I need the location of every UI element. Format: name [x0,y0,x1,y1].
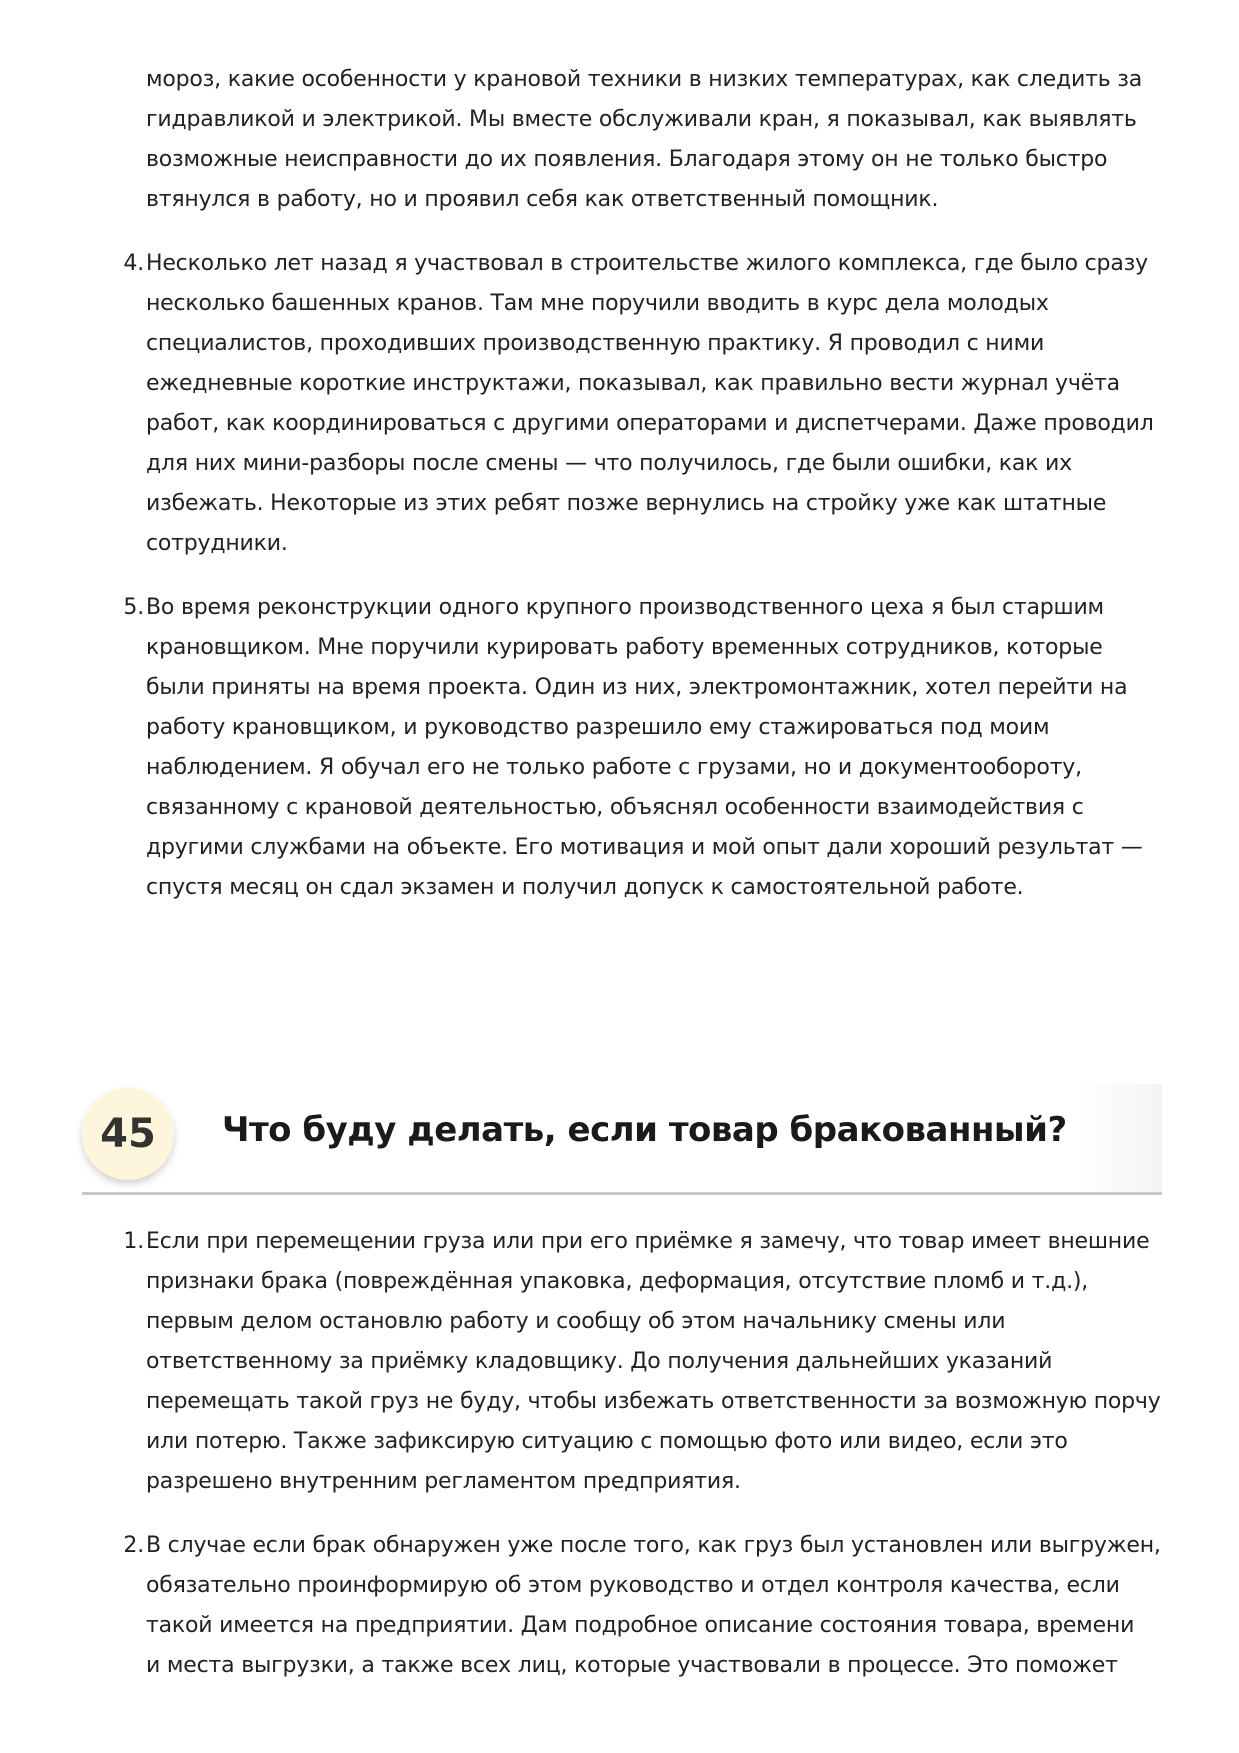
text-line: втянулся в работу, но и проявил себя как ответственный помощник. [146,187,939,212]
section-title: Что буду делать, если товар бракованный? [222,1110,1067,1150]
section-header [82,1084,1162,1195]
text-line: сотрудники. [146,531,288,556]
text-line: ежедневные короткие инструктажи, показывал, как правильно вести журнал учёта [146,371,1120,396]
text-line: Несколько лет назад я участвовал в строительстве жилого комплекса, где было сразу [146,251,1148,276]
list-item-number: 4. [123,251,144,276]
text-line: обязательно проинформирую об этом руководство и отдел контроля качества, если [146,1573,1120,1598]
list-item-number: 5. [123,595,144,620]
text-line: Во время реконструкции одного крупного производственного цеха я был старшим [146,595,1104,620]
text-line: В случае если брак обнаружен уже после того, как груз был установлен или выгружен, [146,1533,1161,1558]
section-number-badge: 45 [82,1088,174,1180]
text-line: возможные неисправности до их появления. Благодаря этому он не только быстро [146,147,1108,172]
text-line: Если при перемещении груза или при его приёмке я замечу, что товар имеет внешние [146,1229,1150,1254]
text-line: мороз, какие особенности у крановой техники в низких температурах, как следить за [146,67,1143,92]
list-item-number: 2. [123,1533,144,1558]
continuation-paragraph [146,60,1166,220]
text-line: связанному с крановой деятельностью, объяснял особенности взаимодействия с [146,795,1084,820]
text-line: были приняты на время проекта. Один из них, электромонтажник, хотел перейти на [146,675,1128,700]
text-line: или потерю. Также зафиксирую ситуацию с помощью фото или видео, если это [146,1429,1068,1454]
list-item-5 [123,588,1166,908]
text-line: работу крановщиком, и руководство разрешило ему стажироваться под моим [146,715,1050,740]
list-item-2 [123,1526,1166,1686]
text-line: избежать. Некоторые из этих ребят позже вернулись на стройку уже как штатные [146,491,1107,516]
text-line: ответственному за приёмку кладовщику. До получения дальнейших указаний [146,1349,1053,1374]
text-line: спустя месяц он сдал экзамен и получил допуск к самостоятельной работе. [146,875,1024,900]
text-line: крановщиком. Мне поручили курировать работу временных сотрудников, которые [146,635,1103,660]
text-line: такой имеется на предприятии. Дам подробное описание состояния товара, времени [146,1613,1135,1638]
list-item-1 [123,1222,1166,1502]
text-line: гидравликой и электрикой. Мы вместе обслуживали кран, я показывал, как выявлять [146,107,1137,132]
text-line: наблюдением. Я обучал его не только работе с грузами, но и документообороту, [146,755,1082,780]
list-item-4 [123,244,1166,564]
text-line: признаки брака (повреждённая упаковка, деформация, отсутствие пломб и т.д.), [146,1269,1089,1294]
text-line: для них мини-разборы после смены — что получилось, где были ошибки, как их [146,451,1072,476]
text-line: работ, как координироваться с другими операторами и диспетчерами. Даже проводил [146,411,1154,436]
text-line: другими службами на объекте. Его мотивация и мой опыт дали хороший результат — [146,835,1143,860]
text-line: и места выгрузки, а также всех лиц, которые участвовали в процессе. Это поможет [146,1653,1118,1678]
text-line: разрешено внутренним регламентом предприятия. [146,1469,741,1494]
text-line: первым делом остановлю работу и сообщу об этом начальнику смены или [146,1309,1006,1334]
text-line: перемещать такой груз не буду, чтобы избежать ответственности за возможную порчу [146,1389,1161,1414]
text-line: несколько башенных кранов. Там мне поручили вводить в курс дела молодых [146,291,1049,316]
list-item-number: 1. [123,1229,144,1254]
text-line: специалистов, проходивших производственную практику. Я проводил с ними [146,331,1045,356]
